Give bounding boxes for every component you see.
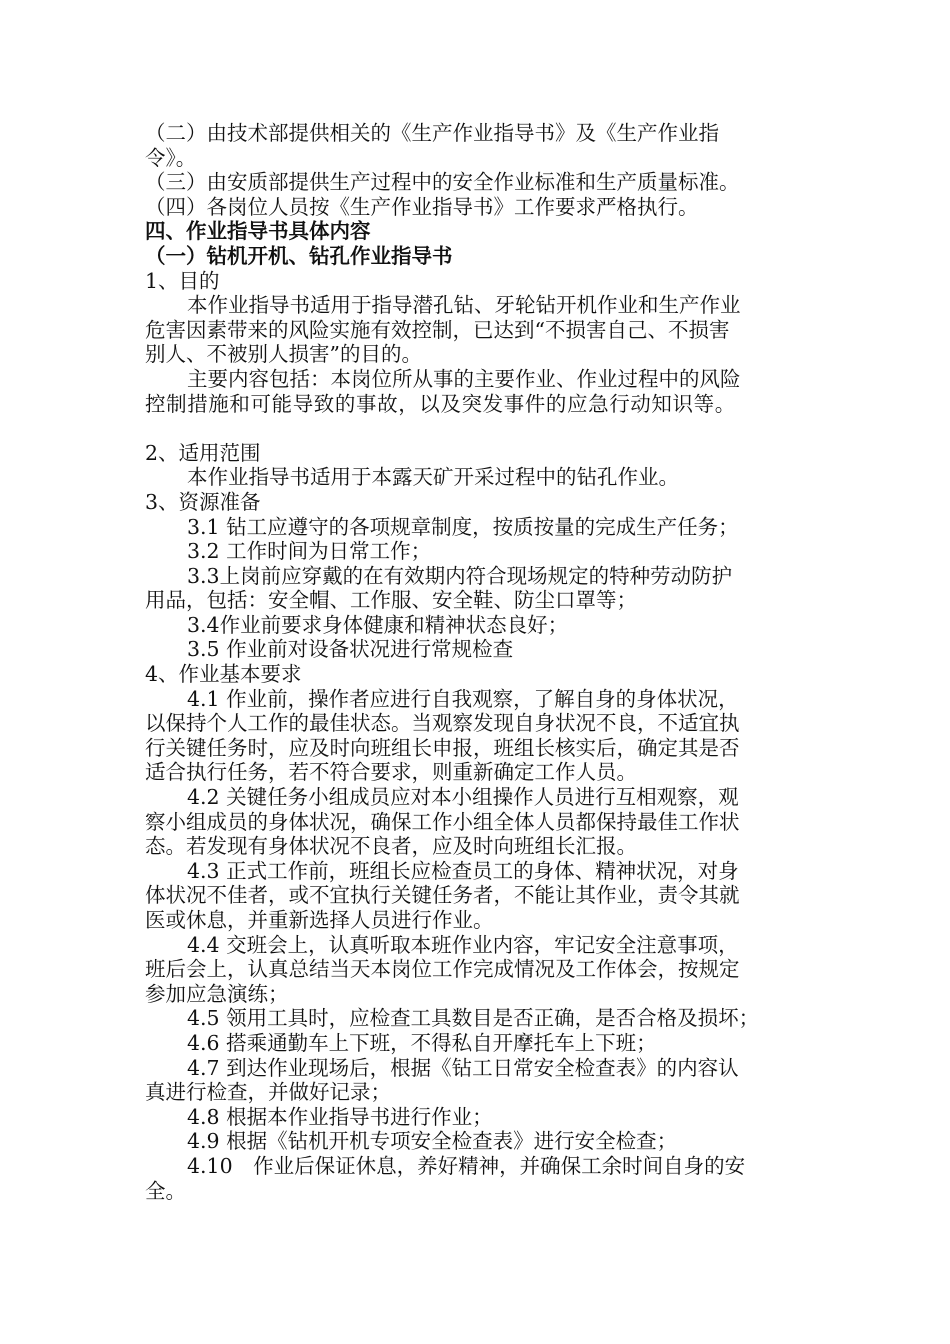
text-line: 体状况不佳者，或不宜执行关键任务者，不能让其作业，责令其就 [145, 883, 740, 908]
text-line: （三）由安质部提供生产过程中的安全作业标准和生产质量标准。 [145, 170, 740, 195]
text-line: 4.8 根据本作业指导书进行作业； [187, 1104, 493, 1129]
item-heading: 2、适用范围 [145, 440, 261, 465]
section-heading: 四、作业指导书具体内容 [145, 219, 371, 244]
text-line: 察小组成员的身体状况，确保工作小组全体人员都保持最佳工作状 [145, 809, 740, 834]
text-line: 4.2 关键任务小组成员应对本小组操作人员进行互相观察，观 [187, 785, 739, 810]
item-heading: 1、目的 [145, 268, 220, 293]
text-line: 主要内容包括：本岗位所从事的主要作业、作业过程中的风险 [187, 366, 741, 391]
text-line: 用品，包括：安全帽、工作服、安全鞋、防尘口罩等； [145, 588, 637, 613]
text-line: 4.6 搭乘通勤车上下班，不得私自开摩托车上下班； [187, 1030, 657, 1055]
text-line: 4.9 根据《钻机开机专项安全检查表》进行安全检查； [187, 1129, 678, 1154]
text-line: 真进行检查，并做好记录； [145, 1080, 391, 1105]
text-line: 令》。 [145, 145, 197, 170]
text-line: 全。 [145, 1178, 186, 1203]
text-line: 适合执行任务，若不符合要求，则重新确定工作人员。 [145, 760, 637, 785]
text-line: 控制措施和可能导致的事故，以及突发事件的应急行动知识等。 [145, 391, 736, 416]
text-line: 3.5 作业前对设备状况进行常规检查 [187, 637, 514, 662]
text-line: 行关键任务时，应及时向班组长申报，班组长核实后，确定其是否 [145, 735, 740, 760]
text-line: 参加应急演练； [145, 981, 289, 1006]
text-line: 本作业指导书适用于指导潜孔钻、牙轮钻开机作业和生产作业 [187, 293, 741, 318]
item-heading: 4、作业基本要求 [145, 662, 302, 687]
document-page [145, 121, 835, 1203]
text-line: 3.3上岗前应穿戴的在有效期内符合现场规定的特种劳动防护 [187, 563, 733, 588]
text-line: 3.4作业前要求身体健康和精神状态良好； [187, 612, 569, 637]
text-line: 4.1 作业前，操作者应进行自我观察，了解自身的身体状况， [187, 686, 739, 711]
text-line: 班后会上，认真总结当天本岗位工作完成情况及工作体会，按规定 [145, 957, 740, 982]
text-line: 别人、不被别人损害”的目的。 [145, 342, 422, 367]
text-line: 态。若发现有身体状况不良者，应及时向班组长汇报。 [145, 834, 637, 859]
text-line: 本作业指导书适用于本露天矿开采过程中的钻孔作业。 [187, 465, 679, 490]
text-line: 医或休息，并重新选择人员进行作业。 [145, 908, 494, 932]
text-line: （四）各岗位人员按《生产作业指导书》工作要求严格执行。 [145, 194, 699, 219]
text-line: 3.1 钻工应遵守的各项规章制度，按质按量的完成生产任务； [187, 514, 739, 539]
subsection-heading: （一）钻机开机、钻孔作业指导书 [145, 243, 453, 268]
text-line: 4.3 正式工作前，班组长应检查员工的身体、精神状况，对身 [187, 858, 739, 883]
text-line: 4.5 领用工具时，应检查工具数目是否正确，是否合格及损坏； [187, 1006, 760, 1031]
text-line: 以保持个人工作的最佳状态。当观察发现自身状况不良，不适宜执 [145, 711, 740, 736]
item-heading: 3、资源准备 [145, 489, 261, 514]
text-line: 危害因素带来的风险实施有效控制，已达到“不损害自己、不损害 [145, 317, 730, 342]
text-line: 3.2 工作时间为日常工作； [187, 539, 432, 564]
text-line: （二）由技术部提供相关的《生产作业指导书》及《生产作业指 [145, 121, 719, 145]
text-line: 4.4 交班会上，认真听取本班作业内容，牢记安全注意事项， [187, 932, 739, 957]
blank-line [145, 416, 835, 441]
text-line: 4.10 作业后保证休息，养好精神，并确保工余时间自身的安 [187, 1153, 746, 1178]
text-line: 4.7 到达作业现场后，根据《钻工日常安全检查表》的内容认 [187, 1055, 739, 1080]
